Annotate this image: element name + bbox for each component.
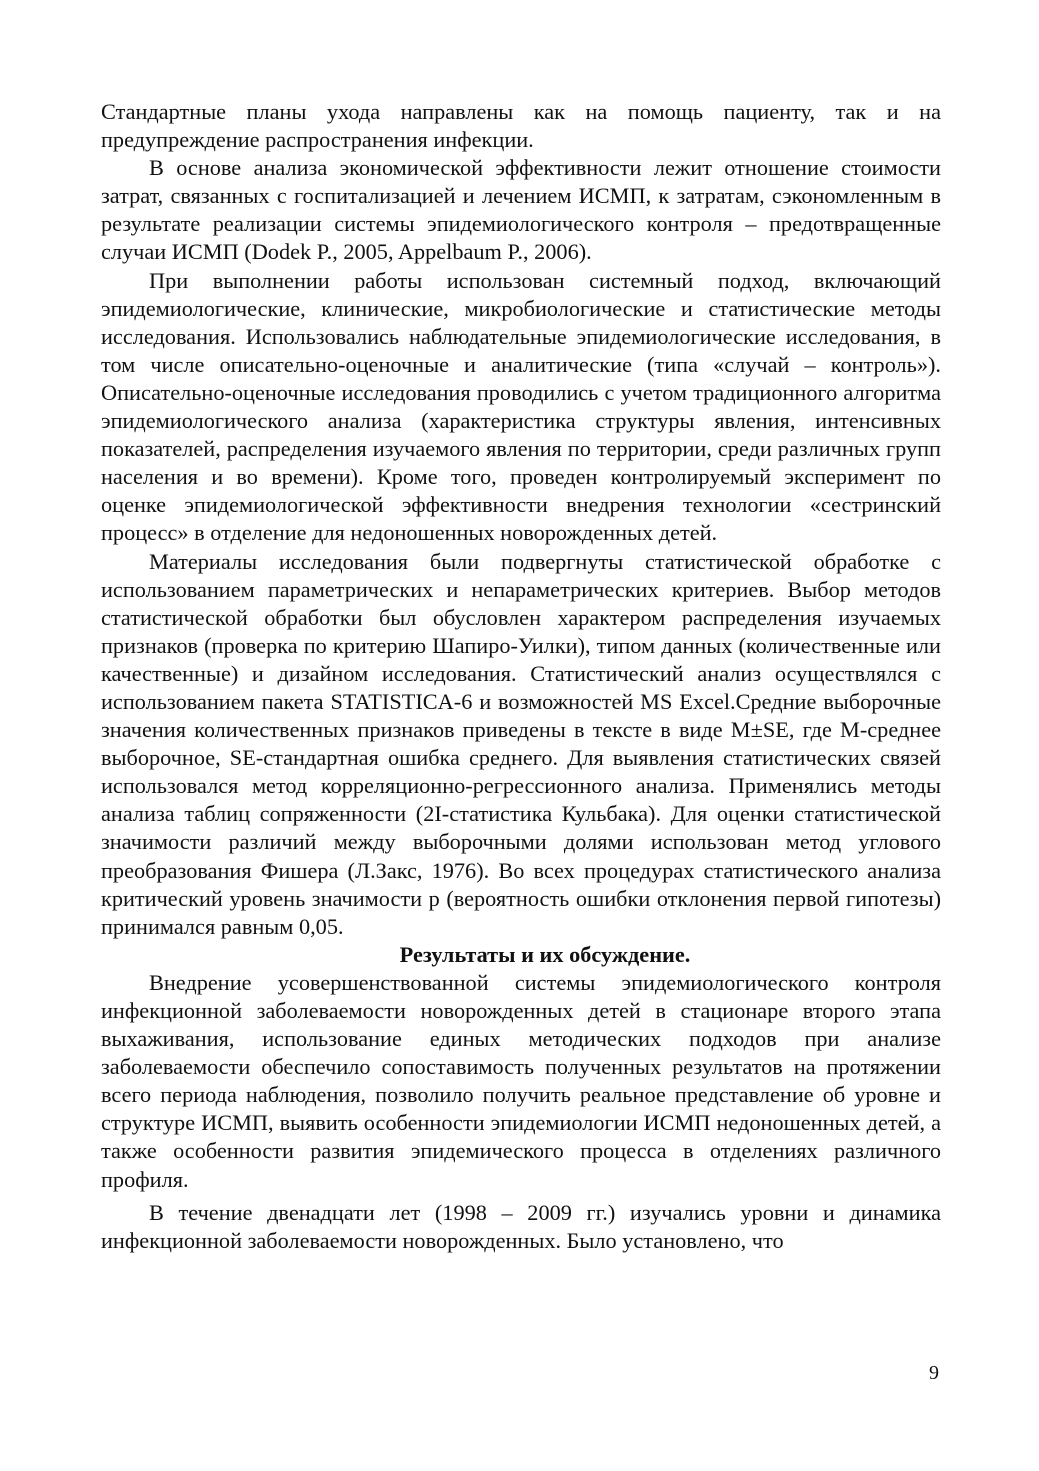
paragraph: Стандартные планы ухода направлены как на помощь пациенту, так и на предупреждение распространения инфекции.: [101, 99, 941, 153]
section-heading: Результаты и их обсуждение.: [399, 941, 691, 967]
body-text: [101, 98, 941, 1255]
paragraph: В течение двенадцати лет (1998 – 2009 гг.) изучались уровни и динамика инфекционной заболеваемости новорожденных. Было установлено, что: [101, 1199, 941, 1253]
paragraph: В основе анализа экономической эффективности лежит отношение стоимости затрат, связанных с госпитализацией и лечением ИСМП, к затратам, сэкономленным в результате реализации системы эпидемиологического контроля – предотвращенные случаи ИСМП (Dodek P., 2005, Appelbaum P., 2006).: [101, 155, 941, 265]
paragraph: Внедрение усовершенствованной системы эпидемиологического контроля инфекционной заболеваемости новорожденных детей в стационаре второго этапа выхаживания, использование единых методических подходов при анализе заболеваемости обеспечило сопоставимость полученных результатов на протяжении всего периода наблюдения, позволило получить реальное представление об уровне и структуре ИСМП, выявить особенности эпидемиологии ИСМП недоношенных детей, а также особенности развития эпидемического процесса в отделениях различного профиля.: [101, 969, 941, 1192]
paragraph: Материалы исследования были подвергнуты статистической обработке с использованием параметрических и непараметрических критериев. Выбор методов статистической обработки был обусловлен характером распределения изучаемых признаков (проверка по критерию Шапиро-Уилки), типом данных (количественные или качественные) и дизайном исследования. Статистический анализ осуществлялся с использованием пакета STATISTICA-6 и возможностей MS Excel.Средние выборочные значения количественных признаков приведены в тексте в виде M±SE, где M-среднее выборочное, SE-стандартная ошибка среднего. Для выявления статистических связей использовался метод корреляционно-регрессионного анализа. Применялись методы анализа таблиц сопряженности (2I-статистика Кульбака). Для оценки статистической значимости различий между выборочными долями использован метод углового преобразования Фишера (Л.Закс, 1976). Во всех процедурах статистического анализа критический уровень значимости p (вероятность ошибки отклонения первой гипотезы) принимался равным 0,05.: [101, 548, 941, 939]
page-number: 9: [929, 1362, 939, 1384]
paragraph: При выполнении работы использован системный подход, включающий эпидемиологические, клинические, микробиологические и статистические методы исследования. Использовались наблюдательные эпидемиологические исследования, в том числе описательно-оценочные и аналитические (типа «случай – контроль»). Описательно-оценочные исследования проводились с учетом традиционного алгоритма эпидемиологического анализа (характеристика структуры явления, интенсивных показателей, распределения изучаемого явления по территории, среди различных групп населения и во времени). Кроме того, проведен контролируемый эксперимент по оценке эпидемиологической эффективности внедрения технологии «сестринский процесс» в отделение для недоношенных новорожденных детей.: [101, 267, 941, 546]
